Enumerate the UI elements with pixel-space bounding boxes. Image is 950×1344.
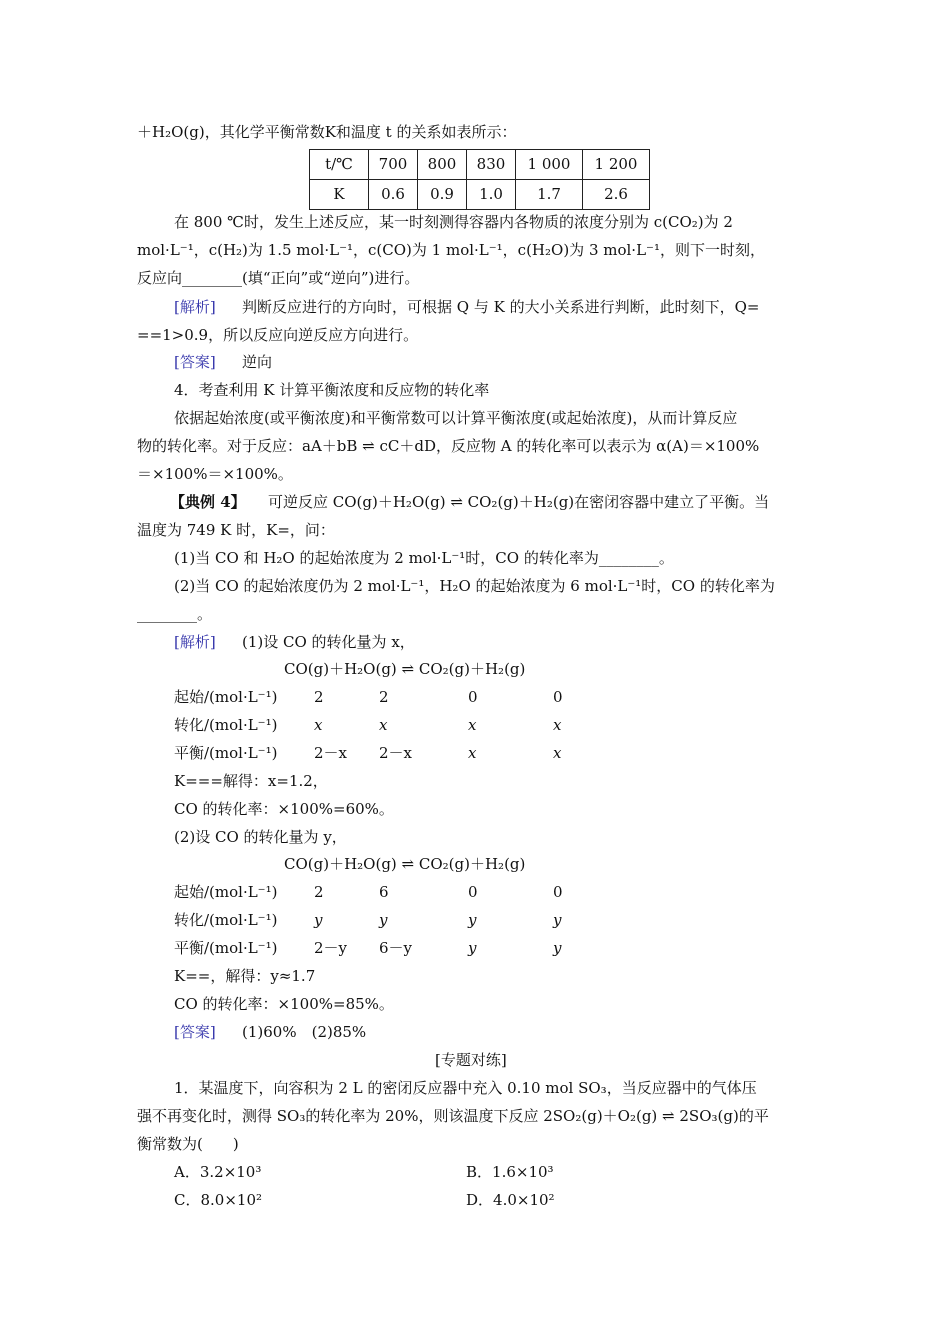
table-cell: 1 200: [583, 150, 650, 180]
paragraph-line: 依据起始浓度(或平衡浓度)和平衡常数可以计算平衡浓度(或起始浓度)，从而计算反应: [174, 409, 738, 427]
table-cell: 1.0: [467, 180, 516, 210]
calc-label: 转化/(mol·L⁻¹): [174, 716, 278, 734]
calc-value: y: [468, 911, 477, 929]
calc-value: x: [553, 744, 562, 762]
calc-label: 平衡/(mol·L⁻¹): [174, 939, 278, 957]
calc-value: 2－y: [314, 939, 348, 957]
paragraph-line: K===解得：x=1.2，: [174, 772, 328, 790]
paragraph-line: (1)设 CO 的转化量为 x，: [242, 633, 415, 651]
calc-value: 0: [553, 688, 563, 706]
calc-value: x: [314, 716, 323, 734]
paragraph-line: 强不再变化时，测得 SO₃的转化率为 20%，则该温度下反应 2SO₂(g)＋O₂(g) ⇌ 2SO₃(g)的平: [137, 1107, 769, 1125]
option-d: D．4.0×10²: [466, 1191, 555, 1209]
section-heading: 4．考查利用 K 计算平衡浓度和反应物的转化率: [174, 381, 490, 399]
calc-value: y: [468, 939, 477, 957]
paragraph-line: 反应向________(填“正向”或“逆向”)进行。: [137, 269, 420, 287]
option-a: A．3.2×10³: [174, 1163, 262, 1181]
calc-value: x: [553, 716, 562, 734]
paragraph-line: ==1>0.9，所以反应向逆反应方向进行。: [137, 326, 419, 344]
paragraph-line: 判断反应进行的方向时，可根据 Q 与 K 的大小关系进行判断，此时刻下，Q=: [242, 298, 760, 316]
calc-label: 平衡/(mol·L⁻¹): [174, 744, 278, 762]
paragraph-line: ＝×100%＝×100%。: [137, 465, 293, 483]
paragraph-line: 衡常数为( ): [137, 1135, 239, 1153]
analysis-tag: [解析]: [174, 633, 216, 651]
table-cell: K: [310, 180, 369, 210]
analysis-tag: [解析]: [174, 298, 216, 316]
paragraph-line: (1)当 CO 和 H₂O 的起始浓度为 2 mol·L⁻¹时，CO 的转化率为________。: [174, 549, 674, 567]
calc-value: x: [468, 744, 477, 762]
paragraph-line: ________。: [137, 605, 213, 623]
answer-text: 逆向: [242, 353, 273, 371]
paragraph-line: K==，解得：y≈1.7: [174, 967, 316, 985]
option-c: C．8.0×10²: [174, 1191, 263, 1209]
table-cell: t/℃: [310, 150, 369, 180]
calc-value: 0: [553, 883, 563, 901]
equation: CO(g)＋H₂O(g) ⇌ CO₂(g)＋H₂(g): [284, 855, 526, 873]
calc-value: 6: [379, 883, 389, 901]
section-title: [专题对练]: [435, 1051, 507, 1069]
table-cell: 800: [418, 150, 467, 180]
calc-label: 转化/(mol·L⁻¹): [174, 911, 278, 929]
paragraph-line: (2)当 CO 的起始浓度仍为 2 mol·L⁻¹，H₂O 的起始浓度为 6 mol·L⁻¹时，CO 的转化率为: [174, 577, 775, 595]
calc-value: 6－y: [379, 939, 413, 957]
calc-value: 0: [468, 883, 478, 901]
calc-value: 0: [468, 688, 478, 706]
calc-value: x: [379, 716, 388, 734]
paragraph-line: mol·L⁻¹，c(H₂)为 1.5 mol·L⁻¹，c(CO)为 1 mol·L⁻¹，c(H₂O)为 3 mol·L⁻¹，则下一时刻，: [137, 241, 765, 259]
paragraph-line: CO 的转化率：×100%=85%。: [174, 995, 394, 1013]
paragraph-line: 在 800 ℃时，发生上述反应，某一时刻测得容器内各物质的浓度分别为 c(CO₂)为 2: [174, 213, 733, 231]
option-b: B．1.6×10³: [466, 1163, 554, 1181]
paragraph-line: CO 的转化率：×100%=60%。: [174, 800, 394, 818]
paragraph-line: 可逆反应 CO(g)＋H₂O(g) ⇌ CO₂(g)＋H₂(g)在密闭容器中建立了平衡。当: [268, 493, 770, 511]
answer-tag: [答案]: [174, 353, 216, 371]
table-cell: 1.7: [516, 180, 583, 210]
calc-value: 2: [314, 883, 324, 901]
paragraph-line: (2)设 CO 的转化量为 y，: [174, 828, 347, 846]
table-row: [310, 180, 650, 210]
calc-value: y: [553, 939, 562, 957]
table-cell: 0.9: [418, 180, 467, 210]
table-row: [310, 150, 650, 180]
calc-value: 2: [379, 688, 389, 706]
table-cell: 1 000: [516, 150, 583, 180]
calc-value: 2－x: [379, 744, 413, 762]
k-temperature-table: [309, 149, 650, 210]
table-cell: 830: [467, 150, 516, 180]
paragraph-line: 温度为 749 K 时，K=，问：: [137, 521, 335, 539]
example-tag: 【典例 4】: [170, 493, 246, 511]
intro-line: ＋H₂O(g)，其化学平衡常数K和温度 t 的关系如表所示：: [137, 123, 517, 141]
equation: CO(g)＋H₂O(g) ⇌ CO₂(g)＋H₂(g): [284, 660, 526, 678]
calc-value: y: [314, 911, 323, 929]
paragraph-line: 物的转化率。对于反应：aA＋bB ⇌ cC＋dD，反应物 A 的转化率可以表示为 α(A)＝×100%: [137, 437, 760, 455]
calc-value: 2: [314, 688, 324, 706]
calc-label: 起始/(mol·L⁻¹): [174, 883, 278, 901]
table-cell: 700: [369, 150, 418, 180]
answer-text: (1)60% (2)85%: [242, 1023, 367, 1041]
paragraph-line: 1．某温度下，向容积为 2 L 的密闭反应器中充入 0.10 mol SO₃，当反应器中的气体压: [174, 1079, 757, 1097]
answer-tag: [答案]: [174, 1023, 216, 1041]
calc-value: 2－x: [314, 744, 348, 762]
calc-value: y: [553, 911, 562, 929]
table-cell: 0.6: [369, 180, 418, 210]
calc-value: y: [379, 911, 388, 929]
calc-label: 起始/(mol·L⁻¹): [174, 688, 278, 706]
table-cell: 2.6: [583, 180, 650, 210]
calc-value: x: [468, 716, 477, 734]
